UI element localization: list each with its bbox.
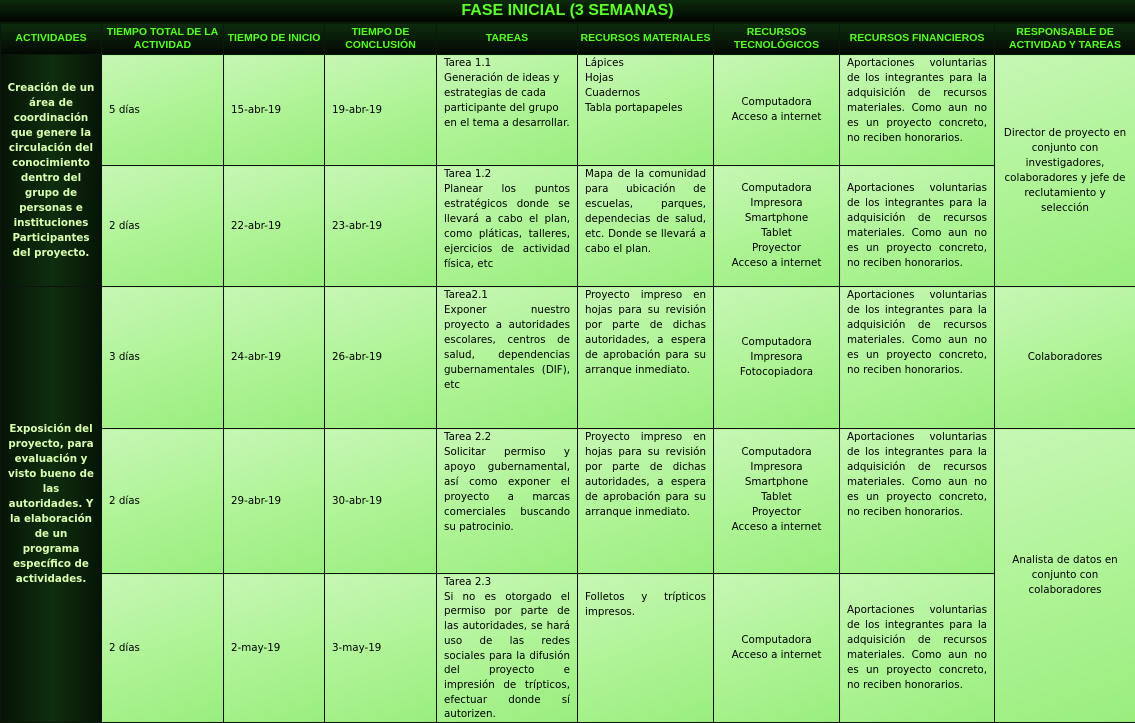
tech-cell — [714, 574, 840, 723]
tech-cell — [714, 429, 840, 574]
header-tareas: TAREAS — [437, 23, 578, 55]
tech-item: Smartphone — [721, 211, 832, 226]
financial-cell: Aportaciones voluntarias de los integrantes para la adquisición de recursos materiales. Como aun no es un proyecto concreto, no reciben honorarios. — [840, 574, 995, 723]
tech-item: Smartphone — [721, 475, 832, 490]
tech-cell — [714, 55, 840, 166]
end-date-cell: 30-abr-19 — [325, 429, 437, 574]
tech-item: Computadora — [721, 633, 832, 648]
tech-cell — [714, 166, 840, 287]
start-date-cell: 22-abr-19 — [224, 166, 325, 287]
header-row — [1, 23, 1135, 55]
task-id: Tarea 1.2 — [444, 167, 570, 182]
task-cell — [437, 574, 578, 723]
table-row — [1, 429, 1135, 574]
materials-cell: Proyecto impreso en hojas para su revisión por parte de dichas autoridades, a espera de aprobación para su arranque inmediato. — [578, 287, 714, 429]
header-actividades: ACTIVIDADES — [1, 23, 102, 55]
end-date-cell: 26-abr-19 — [325, 287, 437, 429]
start-date-cell: 15-abr-19 — [224, 55, 325, 166]
tech-item: Acceso a internet — [721, 110, 832, 125]
activities-table — [0, 22, 1135, 723]
task-description: Si no es otorgado el permiso por parte de las autoridades, se hará uso de las redes sociales para la difusión del proyecto e impresión de trípticos, efectuar donde sí autorizen. — [444, 590, 570, 722]
material-item: Tabla portapapeles — [585, 101, 706, 116]
responsible-cell: Director de proyecto en conjunto con investigadores, colaboradores y jefe de reclutamiento y selección — [995, 55, 1135, 287]
tech-item: Impresora — [721, 460, 832, 475]
task-cell — [437, 166, 578, 287]
task-description: Solicitar permiso y apoyo gubernamental, así como exponer el proyecto a marcas comerciales buscando su patrocinio. — [444, 445, 570, 535]
task-cell — [437, 287, 578, 429]
tech-item: Fotocopiadora — [721, 365, 832, 380]
start-date-cell: 24-abr-19 — [224, 287, 325, 429]
header-recursos-tecnologicos: RECURSOS TECNOLÓGICOS — [714, 23, 840, 55]
end-date-cell: 3-may-19 — [325, 574, 437, 723]
tech-item: Computadora — [721, 181, 832, 196]
tech-item: Proyector — [721, 505, 832, 520]
header-tiempo-conclusion: TIEMPO DE CONCLUSIÓN — [325, 23, 437, 55]
task-description: Exponer nuestro proyecto a autoridades escolares, centros de salud, dependencias gubernamentales (DIF), etc — [444, 303, 570, 393]
tech-item: Proyector — [721, 241, 832, 256]
tech-item: Impresora — [721, 350, 832, 365]
end-date-cell: 19-abr-19 — [325, 55, 437, 166]
financial-cell: Aportaciones voluntarias de los integrantes para la adquisición de recursos materiales. Como aun no es un proyecto concreto, no reciben honorarios. — [840, 429, 995, 574]
task-cell — [437, 429, 578, 574]
material-item: Cuadernos — [585, 86, 706, 101]
materials-cell: Mapa de la comunidad para ubicación de escuelas, parques, dependecias de salud, etc. Donde se llevará a cabo el plan. — [578, 166, 714, 287]
start-date-cell: 29-abr-19 — [224, 429, 325, 574]
tech-item: Acceso a internet — [721, 520, 832, 535]
tech-item: Tablet — [721, 490, 832, 505]
total-time-cell: 2 días — [102, 166, 224, 287]
total-time-cell: 2 días — [102, 574, 224, 723]
table-row — [1, 55, 1135, 166]
materials-cell: Folletos y trípticos impresos. — [578, 574, 714, 723]
table-row — [1, 574, 1135, 723]
header-responsable: RESPONSABLE DE ACTIVIDAD Y TAREAS — [995, 23, 1135, 55]
materials-cell: Proyecto impreso en hojas para su revisión por parte de dichas autoridades, a espera de aprobación para su arranque inmediato. — [578, 429, 714, 574]
header-recursos-materiales: RECURSOS MATERIALES — [578, 23, 714, 55]
task-id: Tarea 2.3 — [444, 575, 570, 590]
table-row — [1, 287, 1135, 429]
phase-title: FASE INICIAL (3 SEMANAS) — [0, 0, 1135, 22]
activity-cell: Exposición del proyecto, para evaluación y visto bueno de las autoridades. Y la elaboración de un programa específico de actividades. — [1, 287, 102, 723]
material-item: Lápices — [585, 56, 706, 71]
tech-item: Acceso a internet — [721, 648, 832, 663]
financial-cell: Aportaciones voluntarias de los integrantes para la adquisición de recursos materiales. Como aun no es un proyecto concreto, no reciben honorarios. — [840, 287, 995, 429]
responsible-cell: Colaboradores — [995, 287, 1135, 429]
task-id: Tarea 1.1 — [444, 56, 570, 71]
tech-item: Computadora — [721, 335, 832, 350]
tech-item: Acceso a internet — [721, 256, 832, 271]
tech-item: Impresora — [721, 196, 832, 211]
start-date-cell: 2-may-19 — [224, 574, 325, 723]
header-tiempo-total: TIEMPO TOTAL DE LA ACTIVIDAD — [102, 23, 224, 55]
financial-cell: Aportaciones voluntarias de los integrantes para la adquisición de recursos materiales. Como aun no es un proyecto concreto, no reciben honorarios. — [840, 55, 995, 166]
responsible-cell: Analista de datos en conjunto con colaboradores — [995, 429, 1135, 723]
financial-cell: Aportaciones voluntarias de los integrantes para la adquisición de recursos materiales. Como aun no es un proyecto concreto, no reciben honorarios. — [840, 166, 995, 287]
end-date-cell: 23-abr-19 — [325, 166, 437, 287]
material-item: Hojas — [585, 71, 706, 86]
total-time-cell: 2 días — [102, 429, 224, 574]
materials-cell — [578, 55, 714, 166]
tech-item: Computadora — [721, 95, 832, 110]
table-row — [1, 166, 1135, 287]
total-time-cell: 5 días — [102, 55, 224, 166]
task-cell — [437, 55, 578, 166]
tech-cell — [714, 287, 840, 429]
header-tiempo-inicio: TIEMPO DE INICIO — [224, 23, 325, 55]
activity-cell: Creación de un área de coordinación que genere la circulación del conocimiento dentro del grupo de personas e instituciones Participantes del proyecto. — [1, 55, 102, 287]
tech-item: Computadora — [721, 445, 832, 460]
header-recursos-financieros: RECURSOS FINANCIEROS — [840, 23, 995, 55]
task-id: Tarea 2.2 — [444, 430, 570, 445]
task-description: Generación de ideas y estrategias de cada participante del grupo en el tema a desarrollar. — [444, 71, 570, 131]
task-id: Tarea2.1 — [444, 288, 570, 303]
total-time-cell: 3 días — [102, 287, 224, 429]
tech-item: Tablet — [721, 226, 832, 241]
task-description: Planear los puntos estratégicos donde se llevará a cabo el plan, como pláticas, talleres, ejercicios de actividad física, etc — [444, 182, 570, 272]
